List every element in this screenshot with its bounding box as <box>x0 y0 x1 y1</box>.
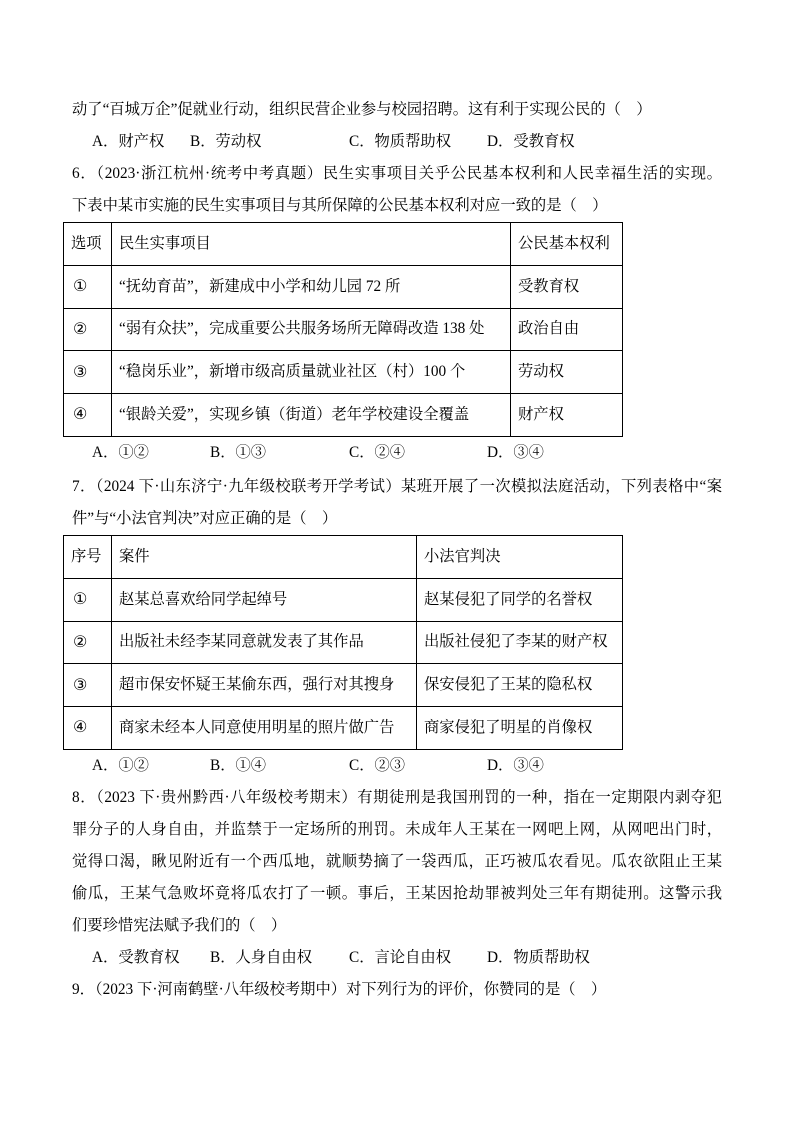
question-stem-line: 觉得口渴，瞅见附近有一个西瓜地，就顺势摘了一袋西瓜，正巧被瓜农看见。瓜农欲阻止王某 <box>72 852 722 870</box>
question-5 <box>72 94 722 158</box>
table-cell-number: ③ <box>64 351 112 394</box>
table-cell: 财产权 <box>511 394 623 437</box>
table-header-cell: 序号 <box>64 535 112 578</box>
table-row <box>64 351 623 394</box>
table-cell: 商家未经本人同意使用明星的照片做广告 <box>112 707 417 750</box>
question-stem-line <box>72 782 722 814</box>
question-table <box>63 535 623 750</box>
table-row <box>64 707 623 750</box>
table-row <box>64 578 623 621</box>
question-stem-line <box>72 158 722 190</box>
table-cell: “弱有众扶”，完成重要公共服务场所无障碍改造 138 处 <box>112 308 511 351</box>
question-7 <box>72 471 722 782</box>
question-stem-text: 某班开展了一次模拟法庭活动，下列表格中“案 <box>401 477 722 495</box>
table-cell-number: ② <box>64 308 112 351</box>
option-b: B．①③ <box>210 443 267 461</box>
table-cell: 出版社侵犯了李某的财产权 <box>417 621 623 664</box>
table-cell-number: ③ <box>64 664 112 707</box>
option-b: B．①④ <box>210 756 267 774</box>
table-header-row <box>64 535 623 578</box>
option-a: A．受教育权 <box>92 948 180 966</box>
question-source: （2023 下·河南鹤壁·八年级校考期中） <box>94 980 347 998</box>
option-a: A．①② <box>92 443 149 461</box>
table-cell-number: ④ <box>64 394 112 437</box>
exam-page <box>72 94 722 1006</box>
question-stem-text: 有期徒刑是我国刑罚的一种，指在一定期限内剥夺犯 <box>357 788 722 806</box>
table-cell: 商家侵犯了明星的肖像权 <box>417 707 623 750</box>
question-stem-text: 对下列行为的评价，你赞同的是（ ） <box>346 980 607 998</box>
answer-options <box>92 750 722 782</box>
option-c: C．言论自由权 <box>349 948 451 966</box>
question-stem-line: 们要珍惜宪法赋予我们的（ ） <box>72 916 287 934</box>
option-d: D．物质帮助权 <box>487 948 590 966</box>
option-c: C．②④ <box>349 443 406 461</box>
table-cell-number: ① <box>64 578 112 621</box>
table-cell: 劳动权 <box>511 351 623 394</box>
question-source: （2024 下·山东济宁·九年级校联考开学考试） <box>95 477 402 495</box>
answer-options <box>92 126 722 158</box>
question-stem-line: 动了“百城万企”促就业行动，组织民营企业参与校园招聘。这有利于实现公民的（ ） <box>72 101 652 118</box>
table-cell: 赵某侵犯了同学的名誉权 <box>417 578 623 621</box>
question-stem-line <box>72 471 722 503</box>
table-cell: 受教育权 <box>511 265 623 308</box>
table-row <box>64 621 623 664</box>
option-b: B．劳动权 <box>190 133 262 150</box>
table-header-cell: 公民基本权利 <box>511 223 623 266</box>
answer-options <box>92 942 722 974</box>
table-cell: “银龄关爱”，实现乡镇（街道）老年学校建设全覆盖 <box>112 394 511 437</box>
table-header-cell: 民生实事项目 <box>112 223 511 266</box>
table-cell: 出版社未经李某同意就发表了其作品 <box>112 621 417 664</box>
option-c: C．物质帮助权 <box>349 133 451 150</box>
option-d: D．③④ <box>487 443 544 461</box>
table-header-row <box>64 223 623 266</box>
question-table <box>63 222 623 437</box>
question-source: （2023 下·贵州黔西·八年级校考期末） <box>96 788 358 806</box>
table-header-cell: 小法官判决 <box>417 535 623 578</box>
question-number: 8． <box>72 788 97 806</box>
question-number: 6． <box>72 165 97 182</box>
question-stem-line: 件”与“小法官判决”对应正确的是（ ） <box>72 509 338 527</box>
question-stem-line: 罪分子的人身自由，并监禁于一定场所的刑罚。未成年人王某在一网吧上网，从网吧出门时， <box>72 820 722 838</box>
question-source: （2023·浙江杭州·统考中考真题） <box>96 165 323 182</box>
answer-options <box>92 437 722 469</box>
table-row <box>64 394 623 437</box>
table-cell: 保安侵犯了王某的隐私权 <box>417 664 623 707</box>
question-6 <box>72 158 722 469</box>
question-8 <box>72 782 722 974</box>
question-stem-line <box>72 974 722 1006</box>
table-cell-number: ④ <box>64 707 112 750</box>
option-b: B．人身自由权 <box>210 948 312 966</box>
table-cell: “抚幼育苗”，新建成中小学和幼儿园 72 所 <box>112 265 511 308</box>
table-row <box>64 265 623 308</box>
question-9 <box>72 974 722 1006</box>
question-stem-text: 民生实事项目关乎公民基本权利和人民幸福生活的实现。 <box>322 165 722 182</box>
question-stem-line: 偷瓜，王某气急败坏竟将瓜农打了一顿。事后，王某因抢劫罪被判处三年有期徒刑。这警示我 <box>72 884 722 902</box>
option-c: C．②③ <box>349 756 406 774</box>
option-d: D．受教育权 <box>487 133 575 150</box>
option-a: A．财产权 <box>92 133 165 150</box>
table-cell: 超市保安怀疑王某偷东西，强行对其搜身 <box>112 664 417 707</box>
table-row <box>64 308 623 351</box>
table-cell-number: ① <box>64 265 112 308</box>
table-header-cell: 案件 <box>112 535 417 578</box>
option-a: A．①② <box>92 756 149 774</box>
table-cell-number: ② <box>64 621 112 664</box>
table-cell: 赵某总喜欢给同学起绰号 <box>112 578 417 621</box>
table-header-cell: 选项 <box>64 223 112 266</box>
question-stem-line: 下表中某市实施的民生实事项目与其所保障的公民基本权利对应一致的是（ ） <box>72 197 608 214</box>
table-row <box>64 664 623 707</box>
option-d: D．③④ <box>487 756 544 774</box>
question-number: 9． <box>72 980 95 998</box>
question-number: 7． <box>72 477 96 495</box>
table-cell: “稳岗乐业”，新增市级高质量就业社区（村）100 个 <box>112 351 511 394</box>
table-cell: 政治自由 <box>511 308 623 351</box>
